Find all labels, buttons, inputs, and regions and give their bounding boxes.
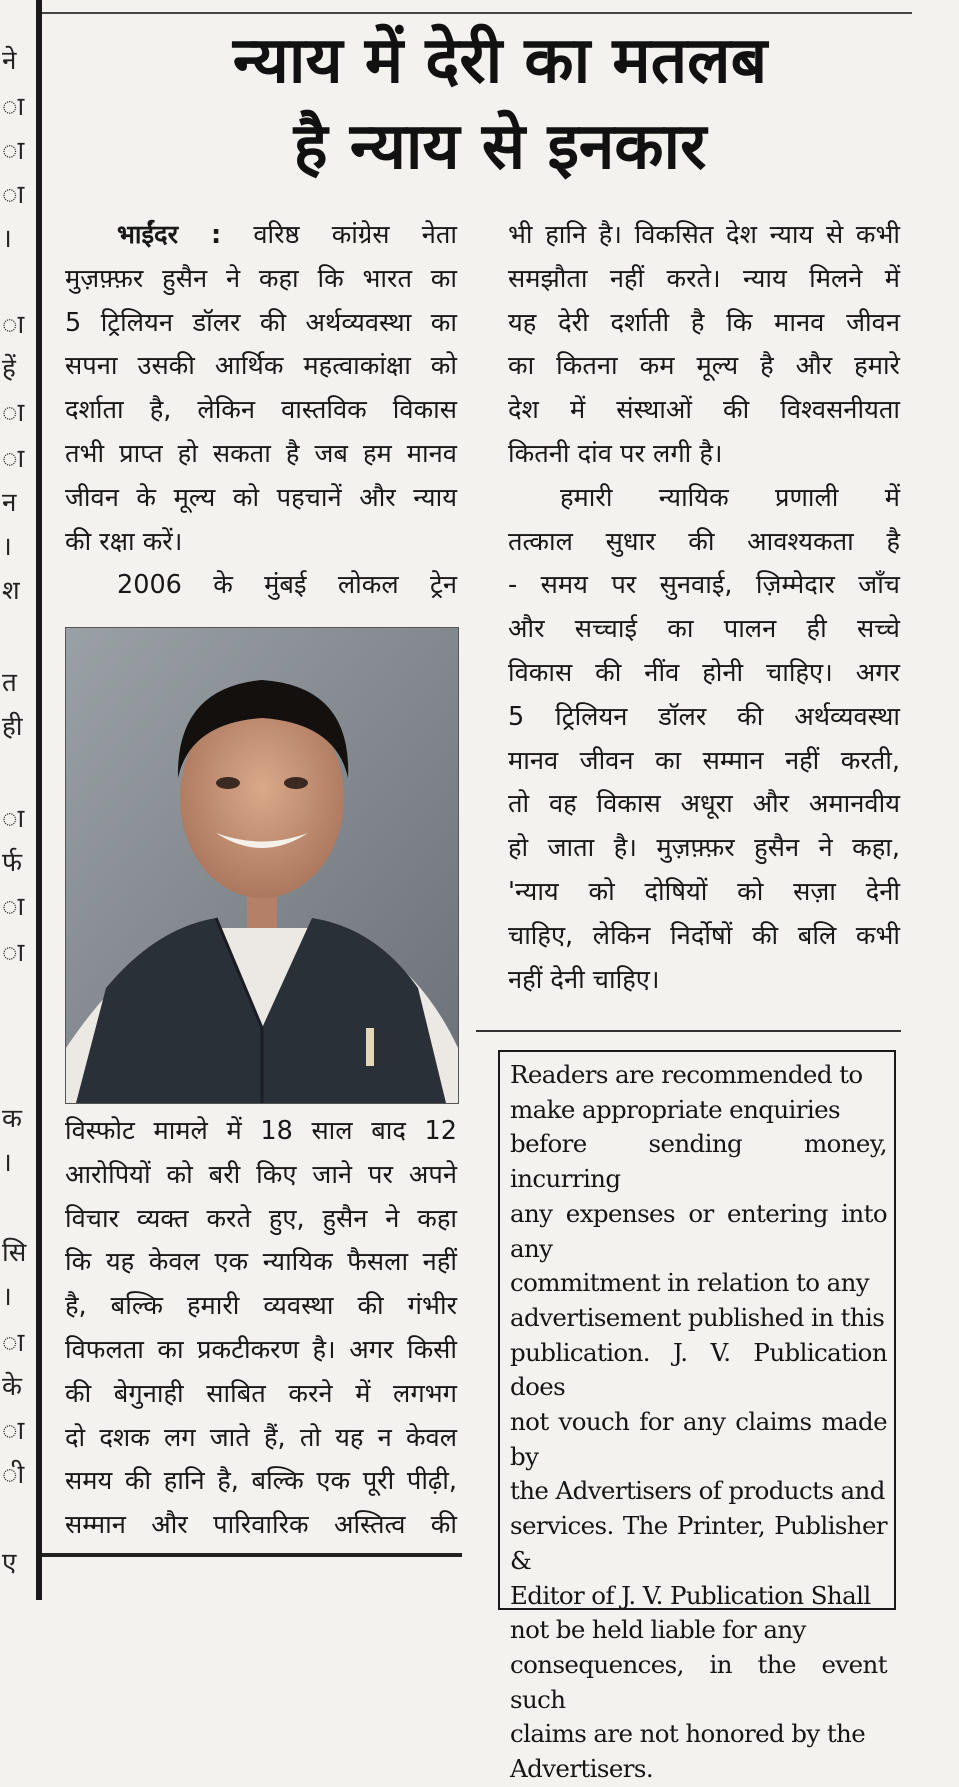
column-divider-rule (36, 0, 42, 1600)
notice-line: publication. J. V. Publication does (510, 1337, 887, 1402)
notice-line: commitment in relation to any (510, 1268, 870, 1298)
edge-fragment: ा (2, 444, 25, 474)
article-line: 'न्याय को दोषियों को सज़ा देनी (508, 876, 900, 907)
edge-fragment: ा (2, 892, 25, 922)
portrait-photo (65, 627, 459, 1104)
article-line: - समय पर सुनवाई, ज़िम्मेदार जाँच (508, 570, 900, 601)
notice-line: claims are not honored by the (510, 1719, 866, 1749)
edge-fragment: । (2, 1148, 12, 1178)
article-line: विचार व्यक्त करते हुए, हुसैन ने कहा (65, 1203, 457, 1234)
headline-line-2: है न्याय से इनकार (293, 110, 707, 184)
edge-fragment: श (2, 576, 20, 606)
article-line: दर्शाता है, लेकिन वास्तविक विकास (65, 395, 457, 426)
article-line: सम्मान और पारिवारिक अस्तित्व की (65, 1510, 457, 1541)
article-line: और सच्चाई का पालन ही सच्चे (508, 614, 900, 645)
edge-fragment: ा (2, 1328, 25, 1358)
dateline: भाईंदर : (117, 220, 222, 250)
edge-fragment: ा (2, 938, 25, 968)
left-column-edge (0, 0, 26, 1600)
article-line: देश में संस्थाओं की विश्वसनीयता (508, 395, 900, 426)
notice-line: services. The Printer, Publisher & (510, 1511, 887, 1575)
article-line: तो वह विकास अधूरा और अमानवीय (508, 789, 900, 820)
article-line: तत्काल सुधार की आवश्यकता है (508, 526, 900, 557)
article-line: मानव जीवन का सम्मान नहीं करती, (508, 745, 900, 776)
article-line: भी हानि है। विकसित देश न्याय से कभी (508, 220, 900, 250)
article-line: दो दशक लग जाते हैं, तो यह न केवल (65, 1422, 457, 1453)
edge-fragment: ए (2, 1548, 17, 1578)
article-line: विफलता का प्रकटीकरण है। अगर किसी (65, 1334, 457, 1365)
article-line: 5 ट्रिलियन डॉलर की अर्थव्यवस्था (508, 701, 900, 732)
article-line: चाहिए, लेकिन निर्दोषों की बलि कभी (508, 920, 900, 951)
article-line: आरोपियों को बरी किए जाने पर अपने (65, 1159, 457, 1190)
article-line: की रक्षा करें। (65, 526, 183, 557)
portrait-image (66, 628, 458, 1103)
article-line: हो जाता है। मुज़फ़्फ़र हुसैन ने कहा, (508, 833, 900, 864)
article-line: तभी प्राप्त हो सकता है जब हम मानव (65, 438, 457, 469)
notice-line: not be held liable for any (510, 1615, 806, 1645)
article-line: हमारी न्यायिक प्रणाली में (560, 482, 900, 513)
edge-fragment: ही (2, 712, 23, 742)
article-line: समय की हानि है, बल्कि एक पूरी पीढ़ी, (65, 1466, 457, 1497)
article-line: यह देरी दर्शाती है कि मानव जीवन (508, 307, 900, 338)
edge-fragment: हें (2, 354, 16, 384)
article-column-1-top (65, 214, 457, 608)
edge-fragment: के (2, 1372, 22, 1402)
edge-fragment: ा (2, 92, 25, 122)
notice-line: Advertisers. (510, 1754, 654, 1784)
notice-line: Readers are recommended to (510, 1060, 863, 1089)
edge-fragment: । (2, 224, 12, 254)
article-column-1-bottom (65, 1110, 457, 1548)
edge-fragment: । (2, 532, 12, 562)
headline (60, 18, 940, 190)
edge-fragment: ा (2, 1416, 25, 1446)
bottom-rule (42, 1553, 462, 1557)
article-line: विकास की नींव होनी चाहिए। अगर (508, 657, 900, 688)
edge-fragment: ा (2, 180, 25, 210)
article-line: का कितना कम मूल्य है और हमारे (508, 351, 900, 382)
notice-line: consequences, in the event such (510, 1649, 887, 1714)
article-line: मुज़फ़्फ़र हुसैन ने कहा कि भारत का (65, 263, 457, 294)
edge-fragment: र्फ (2, 848, 23, 878)
headline-line-1: न्याय में देरी का मतलब (232, 24, 768, 98)
article-column-2 (508, 214, 900, 1002)
edge-fragment: न (2, 488, 17, 518)
notice-top-rule (476, 1030, 901, 1032)
article-line: सपना उसकी आर्थिक महत्वाकांक्षा को (65, 351, 457, 382)
edge-fragment: ा (2, 804, 25, 834)
article-line: है, बल्कि हमारी व्यवस्था की गंभीर (65, 1291, 457, 1322)
disclaimer-notice-box (498, 1050, 896, 1784)
edge-fragment: । (2, 1282, 12, 1312)
edge-fragment: ा (2, 310, 25, 340)
article-line: 2006 के मुंबई लोकल ट्रेन (117, 570, 457, 601)
edge-fragment: ा (2, 136, 25, 166)
notice-line: the Advertisers of products and (510, 1476, 885, 1506)
article-line: विस्फोट मामले में 18 साल बाद 12 (65, 1116, 457, 1146)
edge-fragment: क (2, 1104, 22, 1134)
article-line: भाईंदर : वरिष्ठ कांग्रेस नेता (117, 220, 457, 250)
top-rule (42, 12, 912, 14)
article-line: नहीं देनी चाहिए। (508, 964, 660, 995)
article-line: की बेगुनाही साबित करने में लगभग (65, 1378, 457, 1409)
notice-line: Editor of J. V. Publication Shall (510, 1580, 871, 1610)
notice-line: any expenses or entering into any (510, 1198, 887, 1263)
article-line: कितनी दांव पर लगी है। (508, 438, 723, 469)
article-line: कि यह केवल एक न्यायिक फैसला नहीं (65, 1247, 457, 1278)
notice-line: before sending money, incurring (510, 1129, 887, 1194)
edge-fragment: ी (2, 1460, 25, 1490)
article-line: समझौता नहीं करते। न्याय मिलने में (508, 263, 900, 294)
article-line: जीवन के मूल्य को पहचानें और न्याय (65, 482, 457, 513)
edge-fragment: सि (2, 1238, 27, 1268)
edge-fragment: त (2, 668, 17, 698)
notice-line: make appropriate enquiries (510, 1094, 840, 1124)
article-line: 5 ट्रिलियन डॉलर की अर्थव्यवस्था का (65, 307, 457, 338)
edge-fragment: ा (2, 398, 25, 428)
notice-line: advertisement published in this (510, 1302, 885, 1332)
edge-fragment: ने (2, 46, 17, 76)
notice-line: not vouch for any claims made by (510, 1407, 887, 1471)
